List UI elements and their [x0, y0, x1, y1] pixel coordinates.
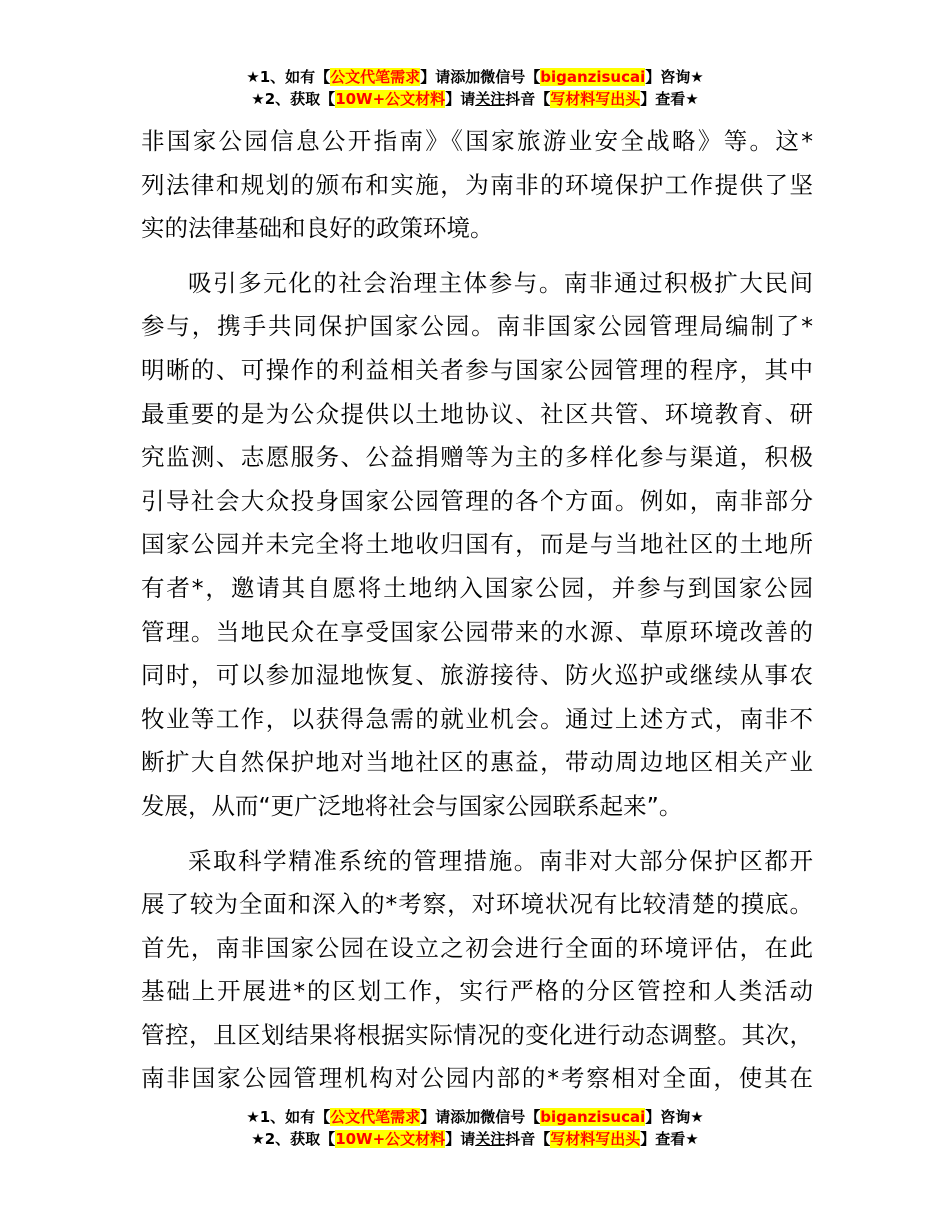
text-line: 最重要的是为公众提供以土地协议、社区共管、环境教育、研	[141, 399, 813, 428]
banner-line-1-suffix: 】咨询★	[645, 68, 704, 86]
banner-line-1-prefix: ★1、如有【	[246, 1108, 331, 1126]
text-line: 管理。当地民众在享受国家公园带来的水源、草原环境改善的	[141, 617, 813, 646]
text-line: 明晰的、可操作的利益相关者参与国家公园管理的程序，其中	[141, 355, 813, 384]
banner-underlined-follow: 关注	[475, 90, 506, 108]
banner-line-2-suffix: 】查看★	[640, 1130, 699, 1148]
paragraph-1	[141, 120, 813, 251]
banner-line-2-middle-a: 】请	[445, 90, 476, 108]
text-line: 首先，南非国家公园在设立之初会进行全面的环境评估，在此	[141, 933, 813, 962]
banner-highlight-materials: 10W+公文材料	[335, 1130, 446, 1148]
banner-line-2	[0, 1128, 950, 1150]
text-line: 非国家公园信息公开指南》《国家旅游业安全战略》等。这*	[141, 127, 813, 155]
banner-line-2-middle-a: 】请	[445, 1130, 476, 1148]
banner-highlight-wechat-id: biganzisucai	[540, 68, 646, 86]
text-line: 采取科学精准系统的管理措施。南非对大部分保护区都开	[188, 846, 813, 875]
banner-line-2-suffix: 】查看★	[640, 90, 699, 108]
banner-highlight-douyin: 写材料写出头	[550, 90, 641, 108]
banner-highlight-ghostwriting: 公文代笔需求	[330, 1108, 421, 1126]
banner-line-2-prefix: ★2、获取【	[251, 1130, 336, 1148]
text-line: 断扩大自然保护地对当地社区的惠益，带动周边地区相关产业	[141, 748, 813, 777]
text-line: 基础上开展进*的区划工作，实行严格的分区管控和人类活动	[141, 977, 813, 1006]
banner-line-2-prefix: ★2、获取【	[251, 90, 336, 108]
header-banner	[0, 66, 950, 110]
text-line: 究监测、志愿服务、公益捐赠等为主的多样化参与渠道，积极	[141, 443, 813, 472]
text-line: 参与，携手共同保护国家公园。南非国家公园管理局编制了*	[141, 312, 813, 341]
banner-line-1-middle: 】请添加微信号【	[420, 1108, 541, 1126]
footer-banner	[0, 1106, 950, 1150]
text-line: 发展，从而“更广泛地将社会与国家公园联系起来”。	[141, 791, 683, 820]
text-line: 展了较为全面和深入的*考察，对环境状况有比较清楚的摸底。	[141, 890, 813, 919]
text-line: 管控，且区划结果将根据实际情况的变化进行动态调整。其次，	[141, 1020, 813, 1049]
banner-underlined-follow: 关注	[475, 1130, 506, 1148]
text-line: 南非国家公园管理机构对公园内部的*考察相对全面，使其在	[141, 1064, 813, 1093]
text-line: 牧业等工作，以获得急需的就业机会。通过上述方式，南非不	[141, 704, 813, 733]
banner-highlight-materials: 10W+公文材料	[335, 90, 446, 108]
banner-line-1-suffix: 】咨询★	[645, 1108, 704, 1126]
banner-line-2-middle-b: 抖音【	[505, 1130, 551, 1148]
text-line: 实的法律基础和良好的政策环境。	[141, 214, 494, 243]
text-line: 列法律和规划的颁布和实施，为南非的环境保护工作提供了坚	[141, 170, 813, 199]
banner-highlight-ghostwriting: 公文代笔需求	[330, 68, 421, 86]
banner-highlight-wechat-id: biganzisucai	[540, 1108, 646, 1126]
banner-line-1	[0, 66, 950, 88]
text-line: 引导社会大众投身国家公园管理的各个方面。例如，南非部分	[141, 486, 813, 515]
banner-line-1-middle: 】请添加微信号【	[420, 68, 541, 86]
banner-highlight-douyin: 写材料写出头	[550, 1130, 641, 1148]
banner-line-1-prefix: ★1、如有【	[246, 68, 331, 86]
banner-line-1	[0, 1106, 950, 1128]
text-line: 国家公园并未完全将土地收归国有，而是与当地社区的土地所	[141, 530, 813, 559]
text-line: 吸引多元化的社会治理主体参与。南非通过积极扩大民间	[188, 268, 813, 297]
paragraph-2	[141, 262, 813, 829]
text-line: 有者*，邀请其自愿将土地纳入国家公园，并参与到国家公园	[141, 573, 813, 602]
banner-line-2	[0, 88, 950, 110]
document-body	[141, 120, 813, 1101]
paragraph-3	[141, 840, 813, 1102]
text-line: 同时，可以参加湿地恢复、旅游接待、防火巡护或继续从事农	[141, 661, 813, 690]
banner-line-2-middle-b: 抖音【	[505, 90, 551, 108]
